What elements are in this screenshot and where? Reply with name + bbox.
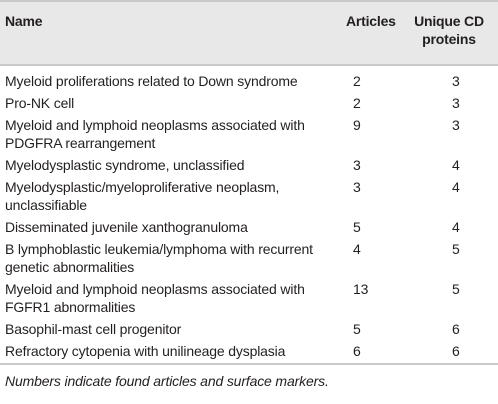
cell-name: Myeloid proliferations related to Down syndrome xyxy=(5,73,298,89)
cell-unique-cd: 3 xyxy=(452,95,460,111)
cell-name: Myelodysplastic/myeloproliferative neoplasm, unclassifiable xyxy=(5,179,280,213)
cell-articles: 3 xyxy=(353,157,361,173)
cell-articles: 4 xyxy=(353,241,361,257)
table-header xyxy=(0,0,498,66)
table-body xyxy=(0,66,498,361)
table-row xyxy=(0,317,498,339)
cell-name: Myeloid and lymphoid neoplasms associated with FGFR1 abnormalities xyxy=(5,281,305,315)
cell-unique-cd: 6 xyxy=(452,321,460,337)
cell-articles: 6 xyxy=(353,343,361,359)
cell-name: Refractory cytopenia with unilineage dysplasia xyxy=(5,343,286,359)
cell-unique-cd: 5 xyxy=(452,281,460,297)
cell-name: Pro-NK cell xyxy=(5,95,75,111)
cell-articles: 9 xyxy=(353,117,361,133)
cell-unique-cd: 6 xyxy=(452,343,460,359)
table-row xyxy=(0,69,498,91)
table-row xyxy=(0,339,498,361)
table-row xyxy=(0,153,498,175)
cell-articles: 2 xyxy=(353,73,361,89)
column-header-articles: Articles xyxy=(346,13,396,29)
table-row xyxy=(0,277,498,317)
cell-unique-cd: 4 xyxy=(452,179,460,195)
cell-name: B lymphoblastic leukemia/lymphoma with recurrent genetic abnormalities xyxy=(5,241,313,275)
column-header-unique-cd-proteins: Unique CD proteins xyxy=(414,13,484,47)
table-row xyxy=(0,175,498,215)
table-footnote: Numbers indicate found articles and surface markers. xyxy=(5,373,329,389)
table-row xyxy=(0,113,498,153)
cell-unique-cd: 4 xyxy=(452,219,460,235)
cell-name: Myelodysplastic syndrome, unclassified xyxy=(5,157,245,173)
cell-unique-cd: 4 xyxy=(452,157,460,173)
cell-unique-cd: 5 xyxy=(452,241,460,257)
table-row xyxy=(0,237,498,277)
cell-articles: 5 xyxy=(353,219,361,235)
cell-unique-cd: 3 xyxy=(452,73,460,89)
column-header-name: Name xyxy=(5,13,43,29)
table-row xyxy=(0,215,498,237)
cell-articles: 13 xyxy=(353,281,369,297)
cell-articles: 3 xyxy=(353,179,361,195)
table-row xyxy=(0,91,498,113)
cell-articles: 2 xyxy=(353,95,361,111)
cell-name: Myeloid and lymphoid neoplasms associated with PDGFRA rearrangement xyxy=(5,117,305,151)
cell-articles: 5 xyxy=(353,321,361,337)
cell-unique-cd: 3 xyxy=(452,117,460,133)
cell-name: Basophil-mast cell progenitor xyxy=(5,321,182,337)
cell-name: Disseminated juvenile xanthogranuloma xyxy=(5,219,248,235)
